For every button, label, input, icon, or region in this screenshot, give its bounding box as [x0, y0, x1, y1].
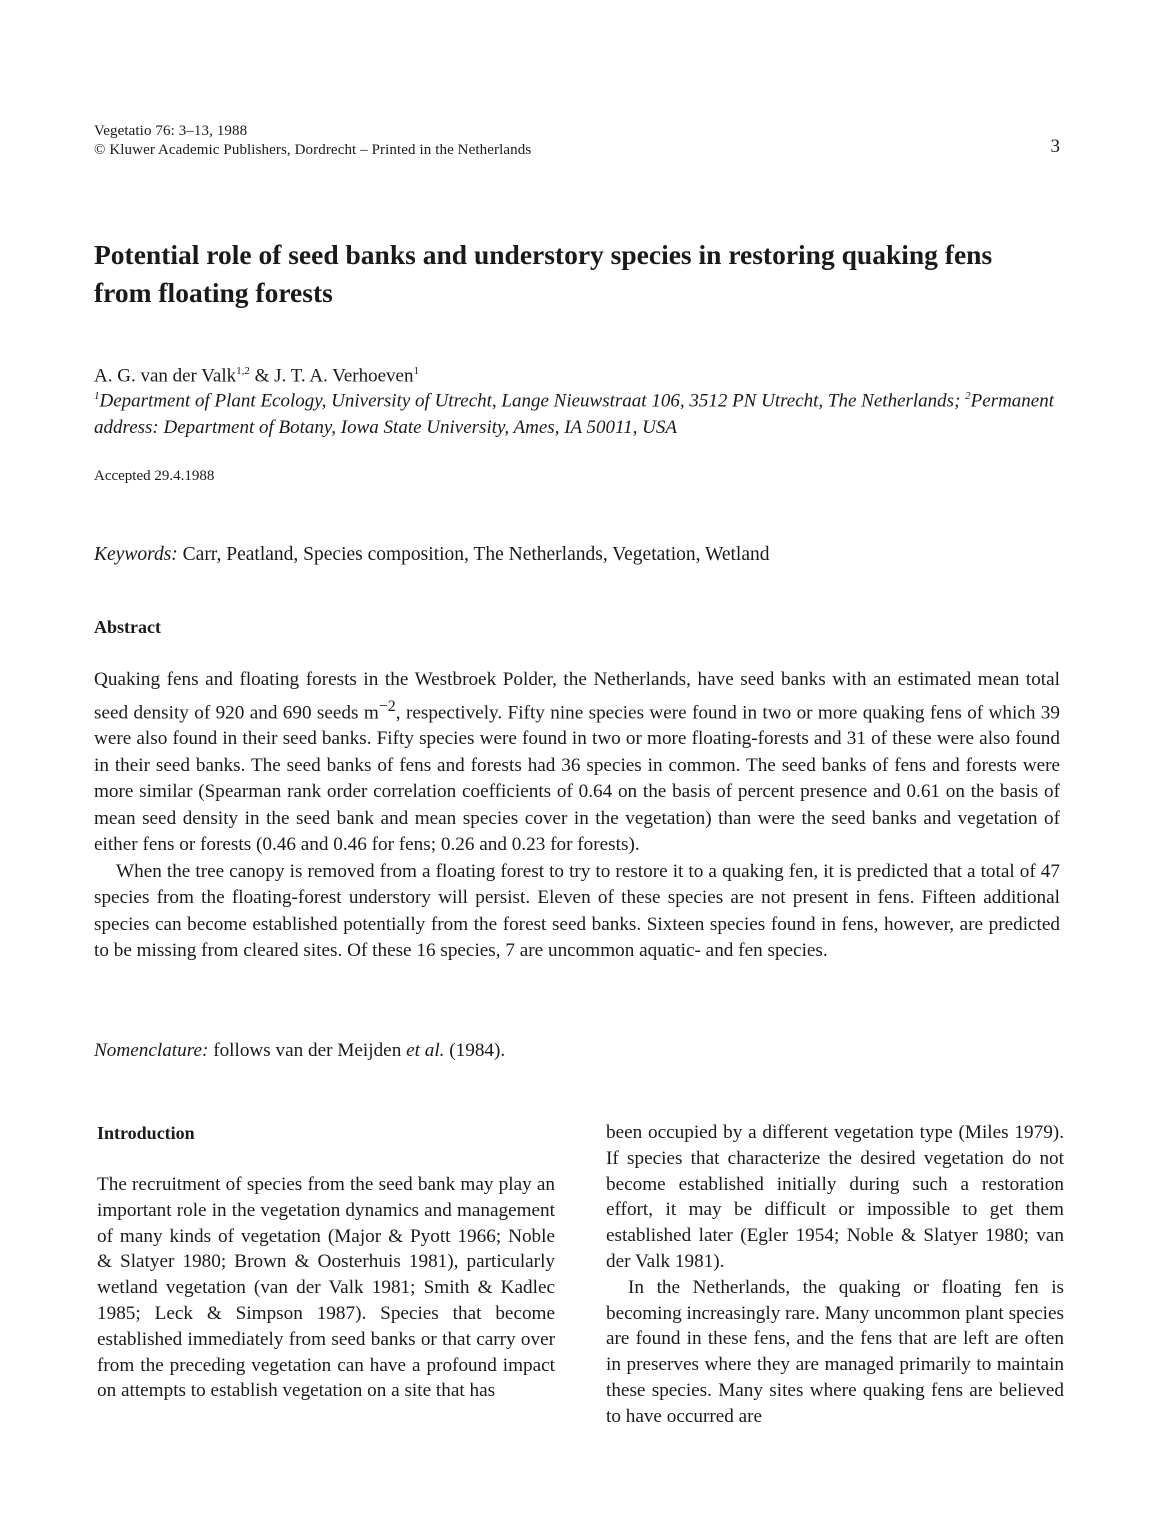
superscript: −2	[378, 697, 396, 715]
affiliation-text: Permanent address: Department of Botany, Iowa State University, Ames, IA 50011, USA	[94, 390, 1055, 439]
keywords-text: Carr, Peatland, Species composition, The Netherlands, Vegetation, Wetland	[177, 544, 770, 565]
affiliation-marker: 1	[94, 390, 100, 402]
abstract-paragraph	[94, 667, 1060, 859]
page-number: 3	[1050, 136, 1060, 157]
author-name: A. G. van der Valk	[94, 365, 237, 387]
author-name: J. T. A. Verhoeven	[274, 365, 414, 387]
body-paragraph: been occupied by a different vegetation type (Miles 1979). If species that characterize the desired vegetation do not become established initially during such a restoration effort, it may be difficult or impossible to get them established later (Egler 1954; Noble & Slatyer 1980; van der Valk 1981).	[606, 1122, 1064, 1272]
abstract-text: , respectively. Fifty nine species were found in two or more quaking fens of which 39 were also found in their seed banks. Fifty species were found in two or more floating-forests and 31 of these were also found in their seed banks. The seed banks of fens and forests had 36 species in common. The seed banks of fens and forests were more similar (Spearman rank order correlation coefficients of 0.64 on the basis of percent presence and 0.61 on the basis of mean seed density in the seed bank and mean species cover in the vegetation) than were the seed banks and vegetation of either fens or forests (0.46 and 0.46 for fens; 0.26 and 0.23 for forests).	[94, 701, 1060, 856]
journal-citation: Vegetatio 76: 3–13, 1988	[94, 123, 248, 139]
nomenclature-etal: et al.	[406, 1040, 445, 1061]
affiliation-marker: 2	[965, 390, 971, 402]
nomenclature-label: Nomenclature:	[94, 1040, 209, 1061]
introduction-heading: Introduction	[97, 1123, 195, 1143]
keywords-label: Keywords:	[94, 544, 178, 565]
publisher-line: © Kluwer Academic Publishers, Dordrecht – Printed in the Netherlands	[94, 142, 532, 158]
accepted-date: Accepted 29.4.1988	[94, 468, 215, 484]
body-paragraph: In the Netherlands, the quaking or floating fen is becoming increasingly rare. Many uncommon plant species are found in these fens, and the fens that are left are often in preserves where they are managed primarily to maintain these species. Many sites where quaking fens are believed to have occurred are	[606, 1276, 1064, 1427]
author-affiliation-marker: 1,2	[236, 365, 250, 377]
affiliation-text: Department of Plant Ecology, University of Utrecht, Lange Nieuwstraat 106, 3512 PN Utrecht, The Netherlands;	[99, 390, 966, 412]
nomenclature-text: follows van der Meijden	[208, 1040, 407, 1061]
keywords-line	[94, 544, 770, 566]
nomenclature-text: (1984).	[444, 1040, 506, 1061]
abstract-heading: Abstract	[94, 617, 161, 637]
body-column-right	[606, 1120, 1064, 1430]
affiliations	[94, 383, 1074, 441]
abstract-text: Quaking fens and floating forests in the Westbroek Polder, the Netherlands, have seed banks with an estimated mean total seed density of 920 and 690 seeds m	[94, 669, 1060, 723]
running-header	[94, 122, 531, 160]
author-connector: &	[249, 365, 275, 387]
abstract-paragraph: When the tree canopy is removed from a floating forest to try to restore it to a quaking fen, it is predicted that a total of 47 species from the floating-forest understory will persist. Eleven of these species are not present in fens. Fifteen additional species can become established potentially from the forest seed banks. Sixteen species found in fens, however, are predicted to be missing from cleared sites. Of these 16 species, 7 are uncommon aquatic- and fen species.	[94, 860, 1060, 962]
author-affiliation-marker: 1	[413, 365, 419, 377]
abstract-body	[94, 667, 1060, 965]
paper-title: Potential role of seed banks and understory species in restoring quaking fens from floating forests	[94, 239, 993, 308]
nomenclature-line	[94, 1040, 505, 1062]
body-column-left	[97, 1120, 555, 1404]
body-paragraph: The recruitment of species from the seed bank may play an important role in the vegetation dynamics and management of many kinds of vegetation (Major & Pyott 1966; Noble & Slatyer 1980; Brown & Oosterhuis 1981), particularly wetland vegetation (van der Valk 1981; Smith & Kadlec 1985; Leck & Simpson 1987). Species that become established immediately from seed banks or that carry over from the preceding vegetation can have a profound impact on attempts to establish vegetation on a site that has	[97, 1174, 555, 1402]
